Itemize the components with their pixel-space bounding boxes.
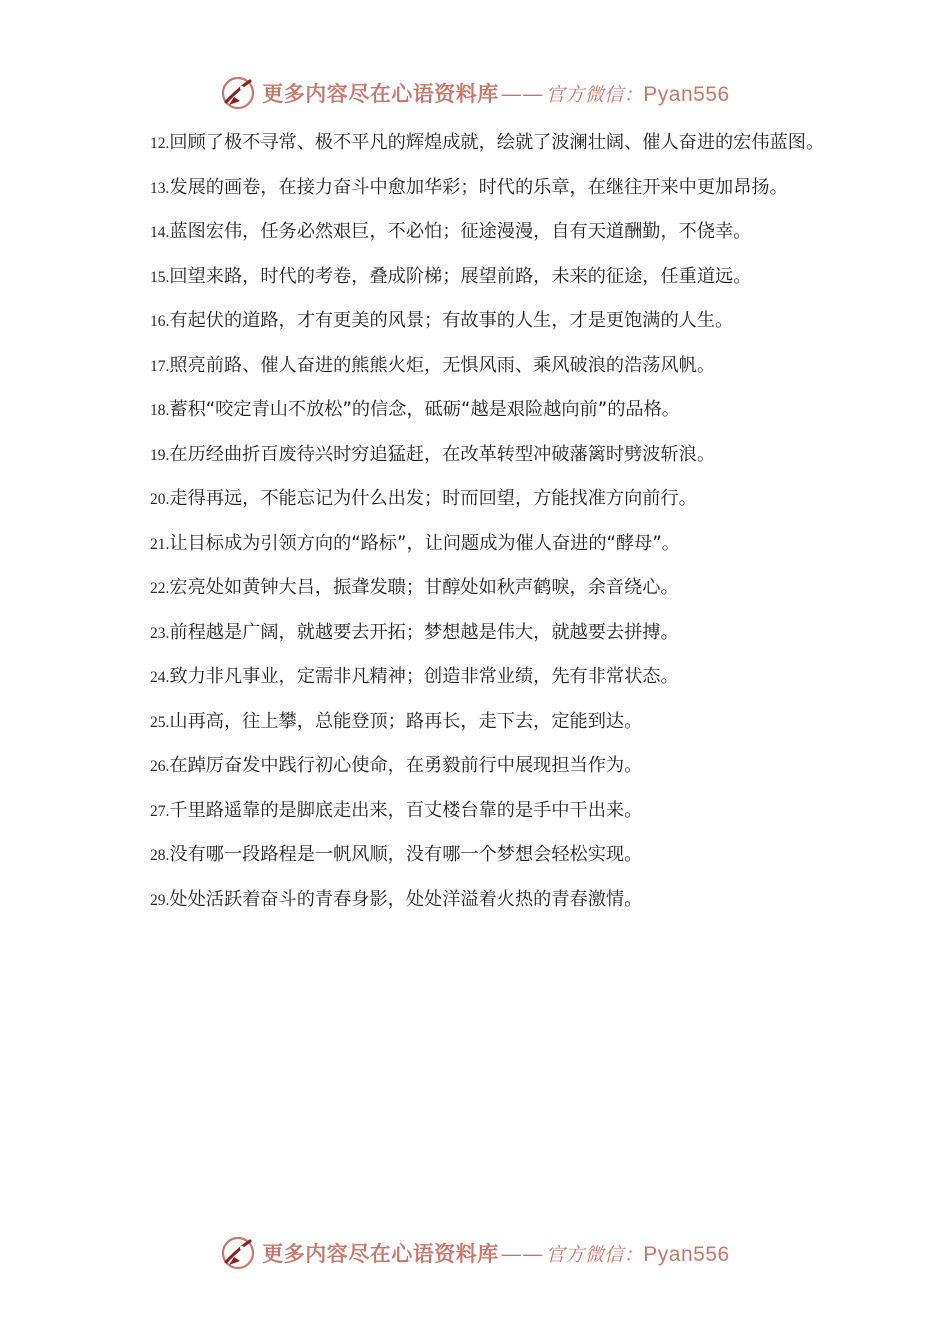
item-text: 蓝图宏伟，任务必然艰巨，不必怕；征途漫漫，自有天道酬勤，不侥幸。 xyxy=(169,221,752,242)
item-text: 有起伏的道路，才有更美的风景；有故事的人生，才是更饱满的人生。 xyxy=(169,310,734,331)
item-number: 19. xyxy=(150,446,170,464)
item-text: 回望来路，时代的考卷，叠成阶梯；展望前路，未来的征途，任重道远。 xyxy=(169,265,752,287)
item-text: 走得再远，不能忘记为什么出发；时而回望，方能找准方向前行。 xyxy=(169,488,697,509)
list-item xyxy=(150,700,850,745)
item-number: 14. xyxy=(150,224,170,241)
list-item xyxy=(150,477,850,522)
item-text: 回顾了极不寻常、极不平凡的辉煌成就，绘就了波澜壮阔、催人奋进的宏伟蓝图。 xyxy=(169,132,825,153)
list-item xyxy=(150,210,850,255)
header-banner xyxy=(0,71,950,115)
item-number: 15. xyxy=(150,268,170,286)
pen-nib-logo-icon xyxy=(220,75,256,111)
item-number: 24. xyxy=(150,669,170,686)
footer-official-label: 官方微信： xyxy=(545,1244,644,1266)
item-number: 17. xyxy=(150,357,170,375)
footer-banner xyxy=(0,1231,950,1275)
item-number: 13. xyxy=(150,179,170,197)
item-number: 28. xyxy=(150,847,170,864)
item-text: 千里路遥靠的是脚底走出来，百丈楼台靠的是手中干出来。 xyxy=(169,799,643,821)
list-item xyxy=(150,299,850,344)
item-number: 22. xyxy=(150,580,170,597)
item-text: 让目标成为引领方向的“路标”，让问题成为催人奋进的“酵母”。 xyxy=(169,532,680,554)
item-number: 26. xyxy=(150,758,170,775)
item-text: 宏亮处如黄钟大吕，振聋发聩；甘醇处如秋声鹤唳，余音绕心。 xyxy=(169,577,679,598)
item-text: 发展的画卷，在接力奋斗中愈加华彩；时代的乐章，在继往开来中更加昂扬。 xyxy=(169,176,788,198)
list-item xyxy=(150,166,850,211)
item-text: 在历经曲折百废待兴时穷追猛赶，在改革转型冲破藩篱时劈波斩浪。 xyxy=(169,443,716,465)
header-banner-text xyxy=(262,78,729,108)
pen-nib-logo-icon xyxy=(220,1235,256,1271)
item-text: 蓄积“咬定青山不放松”的信念，砥砺“越是艰险越向前”的品格。 xyxy=(169,399,680,420)
header-official-label: 官方微信： xyxy=(545,84,644,106)
item-number: 25. xyxy=(150,713,170,731)
item-number: 21. xyxy=(150,535,170,553)
item-text: 前程越是广阔，就越要去开拓；梦想越是伟大，就越要去拼搏。 xyxy=(169,621,679,643)
footer-banner-text xyxy=(262,1238,729,1268)
list-item xyxy=(150,566,850,611)
footer-dash: —— xyxy=(500,1242,544,1266)
item-text: 在踔厉奋发中践行初心使命，在勇毅前行中展现担当作为。 xyxy=(169,755,643,776)
item-text: 处处活跃着奋斗的青春身影，处处洋溢着火热的青春激情。 xyxy=(169,888,643,910)
list-item xyxy=(150,833,850,878)
quote-list xyxy=(150,121,850,922)
list-item xyxy=(150,522,850,567)
list-item xyxy=(150,121,850,166)
footer-brand-text: 更多内容尽在心语资料库 xyxy=(262,1241,499,1266)
item-number: 23. xyxy=(150,624,170,642)
footer-wechat-handle: Pyan556 xyxy=(643,1243,730,1266)
list-item xyxy=(150,744,850,789)
header-dash: —— xyxy=(500,82,544,106)
list-item xyxy=(150,878,850,923)
list-item xyxy=(150,433,850,478)
item-number: 27. xyxy=(150,802,170,820)
list-item xyxy=(150,611,850,656)
item-number: 20. xyxy=(150,491,170,508)
list-item xyxy=(150,344,850,389)
list-item xyxy=(150,789,850,834)
header-wechat-handle: Pyan556 xyxy=(643,83,730,106)
list-item xyxy=(150,388,850,433)
item-text: 照亮前路、催人奋进的熊熊火炬，无惧风雨、乘风破浪的浩荡风帆。 xyxy=(169,354,716,376)
item-text: 山再高，往上攀，总能登顶；路再长，走下去，定能到达。 xyxy=(169,710,643,732)
item-number: 12. xyxy=(150,135,170,152)
list-item xyxy=(150,255,850,300)
item-text: 没有哪一段路程是一帆风顺，没有哪一个梦想会轻松实现。 xyxy=(169,844,643,865)
item-number: 18. xyxy=(150,402,170,419)
item-number: 29. xyxy=(150,891,170,909)
list-item xyxy=(150,655,850,700)
item-text: 致力非凡事业，定需非凡精神；创造非常业绩，先有非常状态。 xyxy=(169,666,679,687)
item-number: 16. xyxy=(150,313,170,330)
header-brand-text: 更多内容尽在心语资料库 xyxy=(262,81,499,106)
